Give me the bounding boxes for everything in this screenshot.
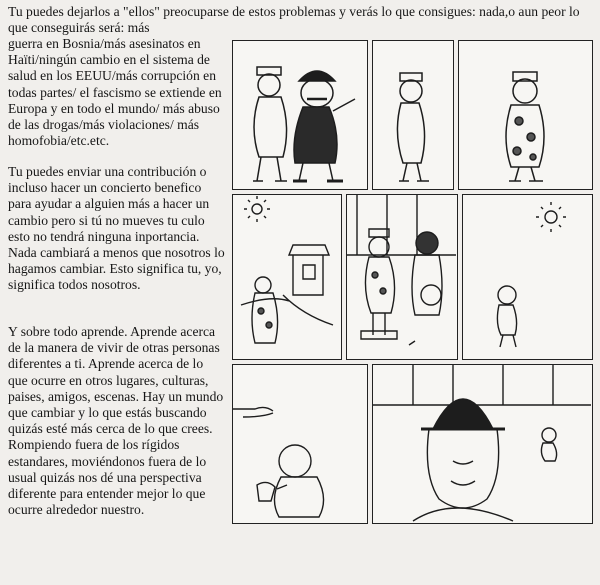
- comic-panel-old-man-child: [372, 364, 593, 524]
- comic-panel-man-walking-away: [372, 40, 454, 190]
- comic-panel-patched-coat: [458, 40, 593, 190]
- contribution-paragraph: Tu puedes enviar una contribución o incluso hacer un concierto benefico para ayudar a alguien más a hacer un cambio pero si tú no mueves tu culo esto no tendrá ninguna inportancia. Nada cambiará a menos que nosotros lo hagamos cambiar. Esto significa tu, yo, significa todos nosotros.: [8, 164, 225, 293]
- comic-panel-two-men-street: [346, 194, 458, 360]
- comic-panel-child-walking: [462, 194, 593, 360]
- comic-panel-beggar-child: [232, 364, 368, 524]
- list-of-problems: guerra en Bosnia/más asesinatos en Haïti/ningún cambio en el sistema de salud en los EEUU/más corrupción en todas partes/ el fascismo se extiende en Europa y en todo el mundo/ más abuso de las drogas/más violaciones/ más homofobia/etc.etc.: [8, 36, 222, 149]
- learn-paragraph: Y sobre todo aprende. Aprende acerca de la manera de vivir de otras personas diferentes a ti. Aprende acerca de lo que ocurre en otros lugares, culturas, paises, amigos, escenas. Hay un mundo que cambiar y lo que estás buscando quizás esté más cerca de lo que crees. Rompiendo fuera de los rígidos estandares, moviéndonos fuera de lo usual quizás nos dé una perspectiva diferente para entender mejor lo que ocurre alrededor nuestro.: [8, 324, 224, 518]
- comic-panel-shanty-town: [232, 194, 342, 360]
- comic-panel-shouting-men: [232, 40, 368, 190]
- intro-text: Tu puedes dejarlos a "ellos" preocuparse de estos problemas y verás lo que consigues: nada,o aun peor lo que conseguirás será: más: [8, 4, 580, 36]
